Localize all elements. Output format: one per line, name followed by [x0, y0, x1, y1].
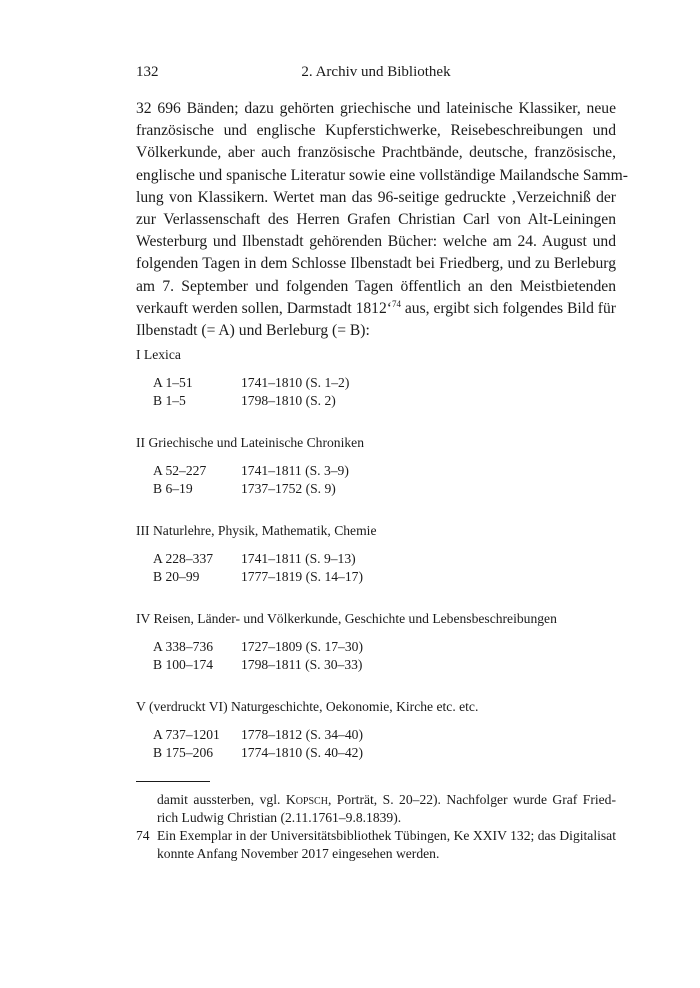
entry-range: A 737–1201 — [153, 727, 220, 742]
entry-detail: 1778–1812 (S. 34–40) — [241, 727, 363, 742]
section-entry — [136, 392, 616, 410]
section-entry — [136, 656, 616, 674]
catalog-section — [136, 434, 616, 497]
footnote-text-fragment: damit aussterben, vgl. — [157, 792, 286, 807]
footnote-continuation — [136, 791, 616, 827]
section-entry — [136, 480, 616, 498]
section-title: II Griechische und Lateinische Chroniken — [136, 435, 364, 450]
body-line: Westerburg und Ilbenstadt gehörenden Bücher: welche am 24. August und — [136, 233, 616, 251]
body-line: englische und spanische Literatur sowie eine vollständige Mailandsche Samm- — [136, 166, 628, 184]
entry-detail: 1798–1810 (S. 2) — [241, 392, 336, 408]
body-line: Ilbenstadt (= A) und Berleburg (= B): — [136, 322, 370, 340]
body-line: folgenden Tagen in dem Schlosse Ilbenstadt bei Friedberg, und zu Berleburg — [136, 255, 616, 273]
entry-range: B 1–5 — [153, 392, 186, 408]
entry-detail: 1737–1752 (S. 9) — [241, 480, 336, 496]
entry-detail: 1774–1810 (S. 40–42) — [241, 744, 363, 760]
section-entry — [136, 744, 616, 762]
footnote-reference-74[interactable]: 74 — [391, 298, 401, 309]
section-entry — [136, 462, 616, 480]
section-entry — [136, 568, 616, 586]
catalog-section — [136, 346, 616, 409]
footnote-line — [157, 791, 616, 809]
footnote-line: Ein Exemplar in der Universitätsbibliothek Tübingen, Ke XXIV 132; das Digitalisat — [157, 828, 616, 843]
footnote-text-fragment: , Porträt, S. 20–22). Nachfolger wurde Graf Fried- — [327, 792, 617, 807]
footnotes — [136, 791, 616, 863]
section-title: III Naturlehre, Physik, Mathematik, Chemie — [136, 523, 377, 538]
section-entry — [136, 374, 616, 392]
entry-range: B 100–174 — [153, 656, 214, 672]
entry-range: B 175–206 — [153, 744, 214, 760]
entry-range: B 6–19 — [153, 480, 193, 496]
entry-detail: 1741–1811 (S. 3–9) — [241, 463, 349, 478]
section-title: IV Reisen, Länder- und Völkerkunde, Geschichte und Lebensbeschreibungen — [136, 611, 557, 626]
section-entry — [136, 638, 616, 656]
page-number: 132 — [136, 64, 159, 80]
catalog-section — [136, 522, 616, 585]
entry-detail: 1727–1809 (S. 17–30) — [241, 639, 363, 654]
footnote-line: rich Ludwig Christian (2.11.1761–9.8.1839). — [157, 810, 402, 825]
section-entry — [136, 726, 616, 744]
body-paragraph — [136, 98, 628, 342]
footnote-number: 74 — [136, 828, 150, 843]
entry-range: B 20–99 — [153, 568, 200, 584]
catalog-section — [136, 698, 616, 761]
body-text-fragment: verkauft werden sollen, Darmstadt 1812‘ — [136, 299, 392, 317]
body-line: 32 696 Bänden; dazu gehörten griechische und lateinische Klassiker, neue — [136, 100, 616, 117]
entry-detail: 1777–1819 (S. 14–17) — [241, 568, 363, 584]
section-entry — [136, 550, 616, 568]
body-line — [136, 298, 616, 320]
section-title: I Lexica — [136, 347, 181, 362]
footnote-divider — [136, 781, 210, 782]
body-line: Völkerkunde, aber auch französische Prachtbände, deutsche, französische, — [136, 144, 616, 162]
entry-detail: 1741–1811 (S. 9–13) — [241, 551, 356, 566]
entry-range: A 228–337 — [153, 551, 214, 566]
body-text-fragment: aus, ergibt sich folgendes Bild für — [400, 299, 616, 317]
entry-detail: 1798–1811 (S. 30–33) — [241, 656, 363, 672]
entry-range: A 338–736 — [153, 639, 214, 654]
footnote-74 — [136, 827, 616, 863]
body-line: zur Verlassenschaft des Herren Grafen Christian Carl von Alt-Leiningen — [136, 211, 616, 229]
catalog-sections — [136, 346, 616, 786]
entry-range: A 1–51 — [153, 375, 193, 390]
entry-detail: 1741–1810 (S. 1–2) — [241, 375, 350, 390]
footnote-line: konnte Anfang November 2017 eingesehen werden. — [157, 846, 440, 861]
page-header — [136, 64, 616, 84]
catalog-section — [136, 610, 616, 673]
section-title: V (verdruckt VI) Naturgeschichte, Oekonomie, Kirche etc. etc. — [136, 699, 479, 714]
running-head: 2. Archiv und Bibliothek — [301, 64, 451, 80]
body-line: französische und englische Kupferstichwerke, Reisebeschreibungen und — [136, 122, 616, 140]
entry-range: A 52–227 — [153, 463, 207, 478]
body-line: lung von Klassikern. Wertet man das 96-seitige gedruckte ‚Verzeichniß der — [136, 188, 616, 206]
body-line: am 7. September und folgenden Tagen öffentlich an den Meistbietenden — [136, 277, 616, 295]
author-name: Kopsch — [285, 792, 328, 807]
